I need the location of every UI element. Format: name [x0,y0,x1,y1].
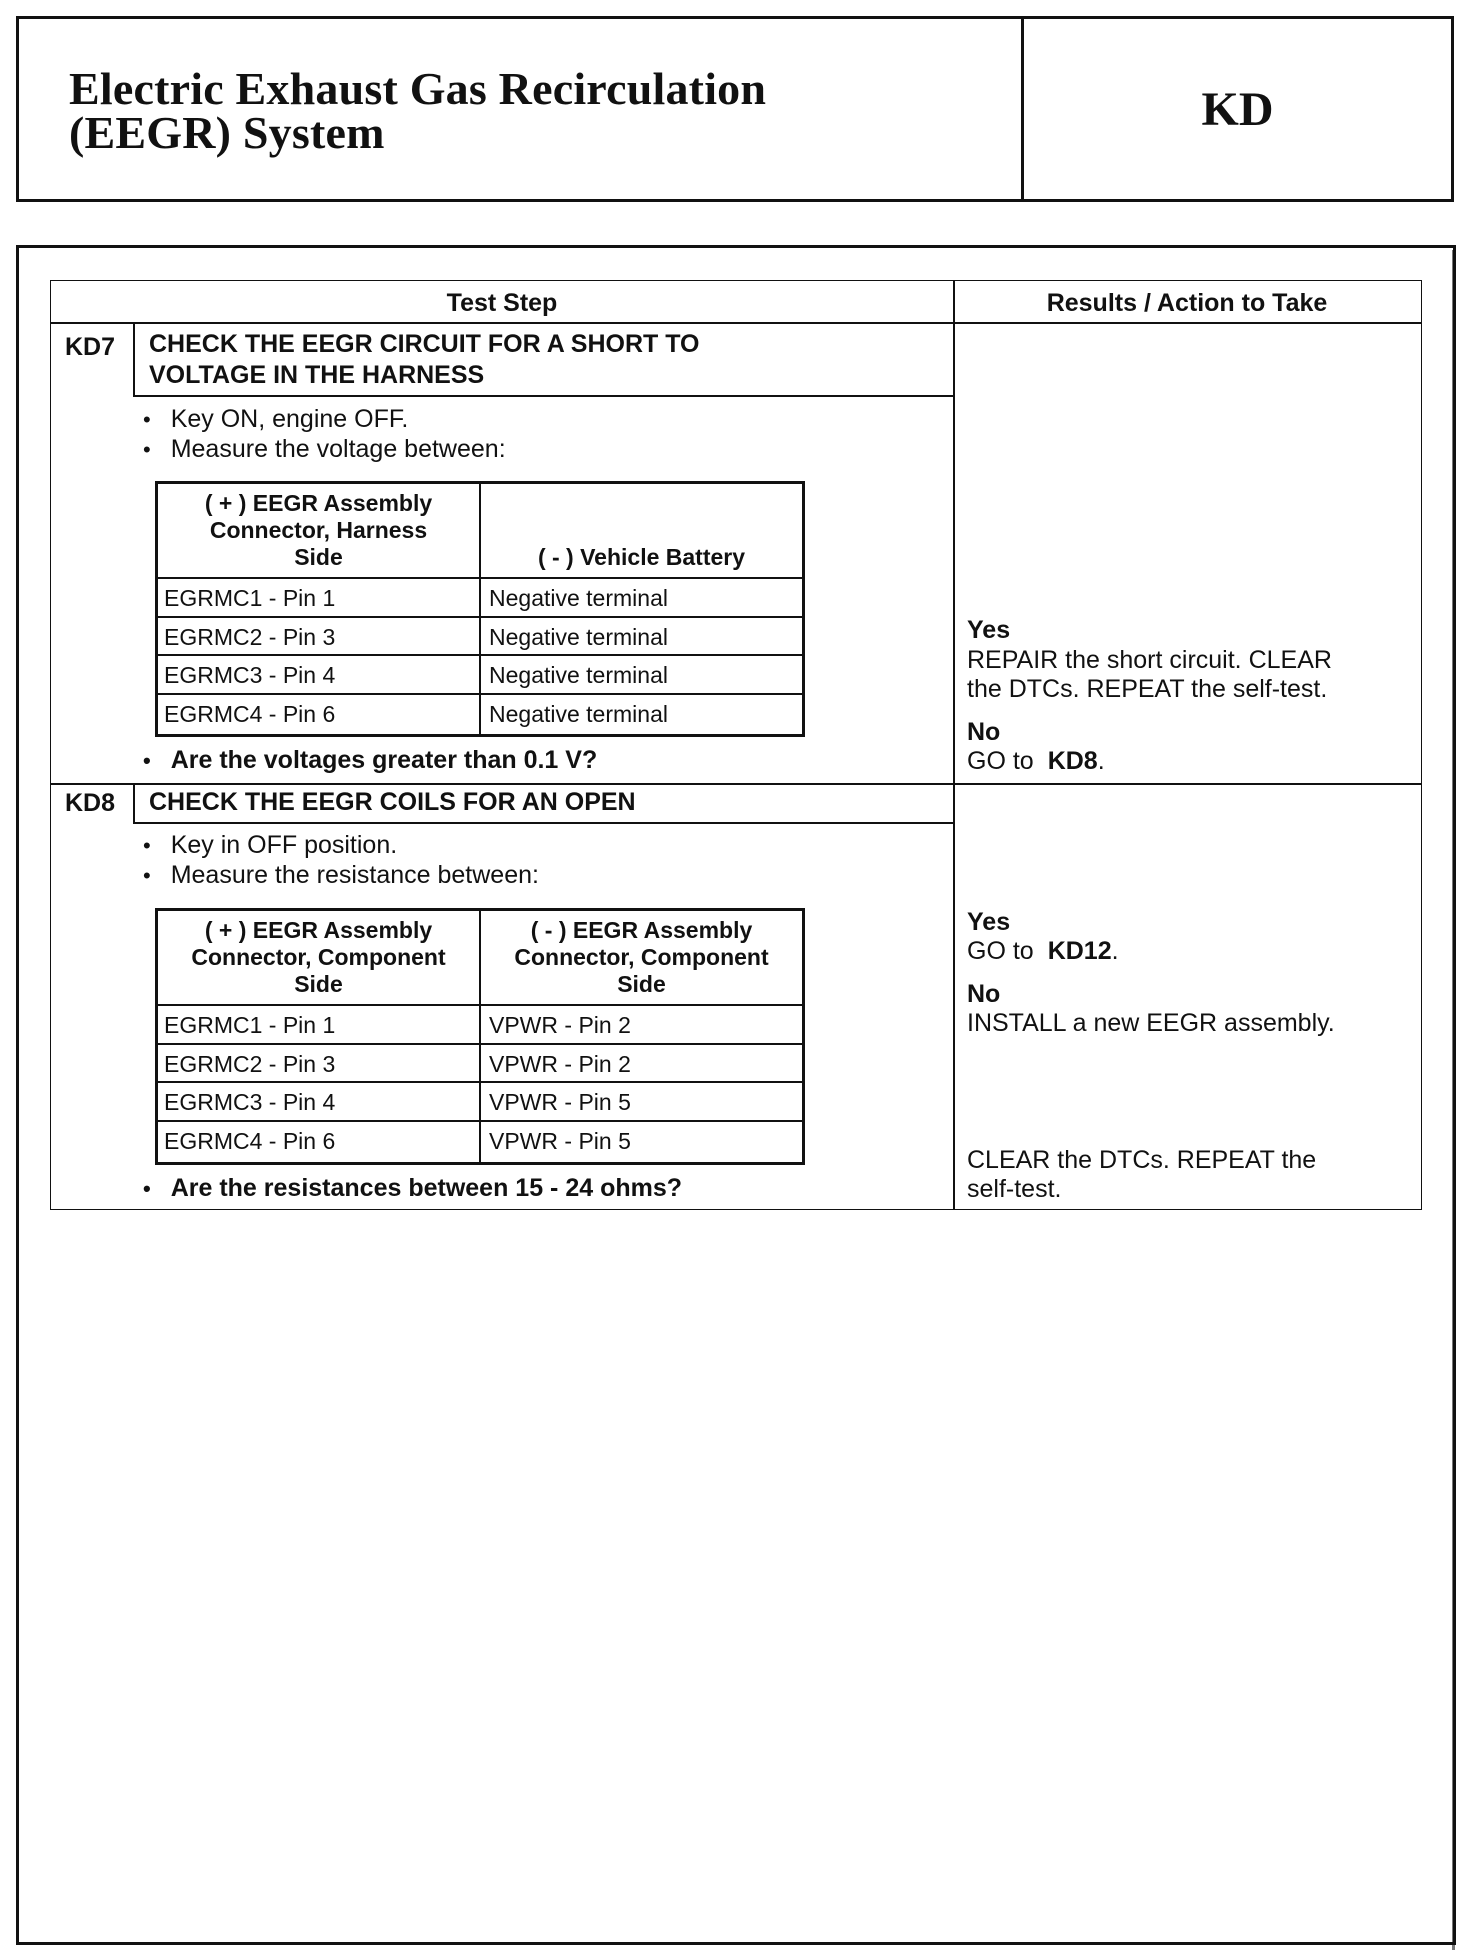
page-title-line2: (EEGR) System [69,107,385,158]
kd8-no-action: INSTALL a new EEGR assembly. [967,1009,1335,1037]
kd7-subtable-row-divider [158,693,802,695]
header-row-divider [51,322,1421,324]
kd7-yes-action-line2: the DTCs. REPEAT the self-test. [967,675,1328,703]
bullet-icon: • [143,437,151,462]
kd8-footer-line1: CLEAR the DTCs. REPEAT the [967,1146,1317,1174]
kd12-link[interactable]: KD12 [1047,937,1112,965]
kd8-subtable-row-divider [158,1043,802,1045]
results-column-divider [953,281,955,1209]
kd7-bullet-1: • Key ON, engine OFF. [143,405,409,433]
step-title-kd7-line1: CHECK THE EEGR CIRCUIT FOR A SHORT TO [149,330,700,358]
kd8-row-3-pin-neg: VPWR - Pin 5 [489,1089,631,1115]
kd8-yes-action: GO to KD12. [967,937,1119,965]
kd8-bullet-1: • Key in OFF position. [143,831,398,859]
kd8-row-2-pin-neg: VPWR - Pin 2 [489,1051,631,1077]
kd8-bullet-2: • Measure the resistance between: [143,861,539,889]
kd7-row-3-pin: EGRMC3 - Pin 4 [164,662,336,688]
section-code: KD [1201,82,1274,136]
kd8-title-divider [133,822,953,824]
kd8-link[interactable]: KD8 [1047,747,1098,775]
kd7-row-2-pin: EGRMC2 - Pin 3 [164,624,336,650]
kd8-question: • Are the resistances between 15 - 24 ohms? [143,1174,683,1202]
kd8-row-1-pin-neg: VPWR - Pin 2 [489,1012,631,1038]
page-title [69,63,767,158]
column-header-test-step: Test Step [446,289,558,317]
diagnostic-table [50,280,1422,1210]
kd8-subtable-row-divider [158,1004,802,1006]
kd8-row-4-pin-neg: VPWR - Pin 5 [489,1128,631,1154]
kd7-subtable-row-divider [158,654,802,656]
kd8-row-2-pin: EGRMC2 - Pin 3 [164,1051,336,1077]
kd7-no-action: GO to KD8. [967,747,1105,775]
kd8-subtable-header-left: ( + ) EEGR Assembly Connector, Component Side [191,917,446,997]
step-id-kd7: KD7 [65,333,116,361]
kd7-subtable-row-divider [158,577,802,579]
column-header-results: Results / Action to Take [1046,289,1328,317]
kd8-subtable-row-divider [158,1120,802,1122]
kd8-subtable-header-right: ( - ) EEGR Assembly Connector, Component Side [514,917,769,997]
bullet-icon: • [143,863,151,888]
kd7-subtable-col-divider [479,484,481,734]
kd7-bullet-2: • Measure the voltage between: [143,435,506,463]
step-id-kd8: KD8 [65,789,116,817]
page-title-line1: Electric Exhaust Gas Recirculation [69,63,767,114]
kd7-yes-action-line1: REPAIR the short circuit. CLEAR [967,646,1332,674]
kd7-id-divider [133,322,135,395]
step-title-kd7 [149,329,699,391]
kd8-no-label: No [967,980,1001,1008]
kd8-footer-line2: self-test. [967,1175,1062,1203]
bullet-icon: • [143,407,151,432]
kd8-row-4-pin: EGRMC4 - Pin 6 [164,1128,336,1154]
kd7-subtable-header-right: ( - ) Vehicle Battery [537,544,746,570]
kd7-row-1-pin: EGRMC1 - Pin 1 [164,585,336,611]
page-header [16,16,1454,202]
bullet-icon: • [143,833,151,858]
step-title-kd8: CHECK THE EEGR COILS FOR AN OPEN [149,788,636,816]
kd7-title-divider [133,395,953,397]
kd7-voltage-table [155,481,805,737]
kd7-row-2-terminal: Negative terminal [489,624,668,650]
step-title-kd7-line2: VOLTAGE IN THE HARNESS [149,361,485,389]
bullet-icon: • [143,748,151,773]
kd7-kd8-divider [51,783,1421,785]
kd7-subtable-header-left: ( + ) EEGR Assembly Connector, Harness Side [204,490,433,570]
kd7-row-4-pin: EGRMC4 - Pin 6 [164,701,336,727]
kd7-row-1-terminal: Negative terminal [489,585,668,611]
kd7-no-label: No [967,718,1001,746]
bullet-icon: • [143,1176,151,1201]
kd8-yes-label: Yes [967,908,1011,936]
kd8-subtable-row-divider [158,1081,802,1083]
kd7-subtable-row-divider [158,616,802,618]
kd8-row-1-pin: EGRMC1 - Pin 1 [164,1012,336,1038]
kd8-id-divider [133,783,135,822]
kd7-yes-label: Yes [967,616,1011,644]
kd8-row-3-pin: EGRMC3 - Pin 4 [164,1089,336,1115]
kd7-row-4-terminal: Negative terminal [489,701,668,727]
kd8-resistance-table [155,908,805,1165]
kd7-row-3-terminal: Negative terminal [489,662,668,688]
kd7-question: • Are the voltages greater than 0.1 V? [143,746,598,774]
